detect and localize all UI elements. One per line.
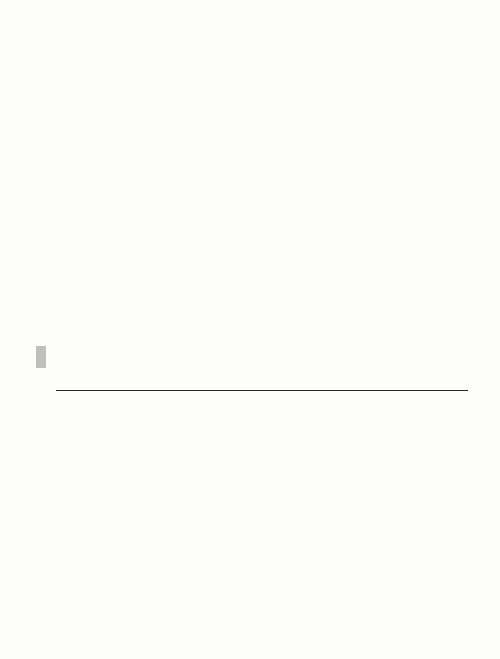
rule-header xyxy=(36,346,468,370)
exclamation-icon xyxy=(36,346,46,368)
subtitle-underline xyxy=(56,390,468,391)
